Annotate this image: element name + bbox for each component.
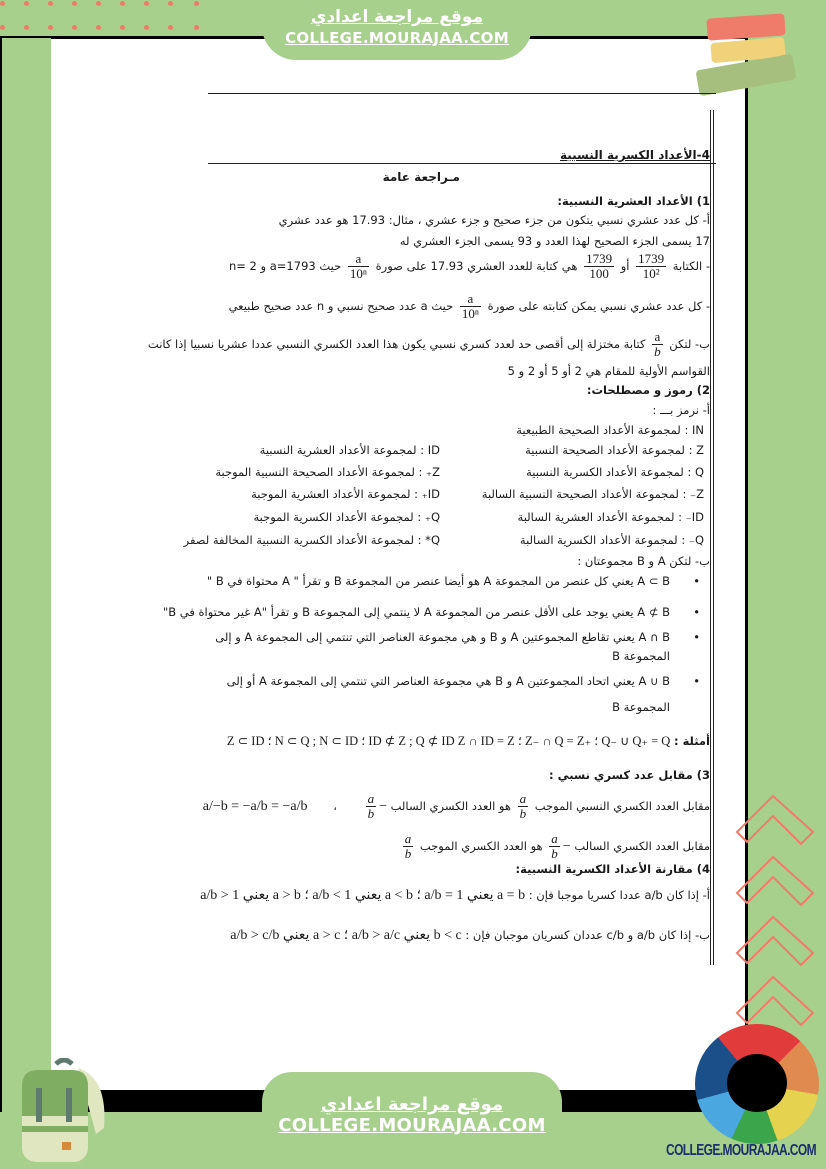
section-3-title: 3) مقابل عدد كسري نسبي : (548, 768, 710, 782)
numerator: 1739 (586, 251, 613, 266)
text: أو (620, 259, 630, 273)
text: أ- إذا كان a/b عددا كسريا موجبا فإن : (528, 888, 710, 902)
vertical-double-rule (710, 110, 711, 965)
chevron-up-icon (733, 853, 817, 913)
opposite-line-1: مقابل العدد الكسري النسبي الموجب $\frac{a}{b}$ هو العدد الكسري السالب − $\frac{a}{b}$ ، a/−b = −a/b = −a/b (202, 791, 710, 821)
site-banner-bottom[interactable] (262, 1072, 562, 1169)
bullet-item: • A ⊂ B يعني كل عنصر من المجموعة A هو أيضا عنصر من المجموعة B و تقرأ " A محتواة في B " (207, 574, 670, 588)
vertical-double-rule-inner (713, 110, 714, 965)
denominator: 10ⁿ (461, 306, 479, 321)
bullet-item: • A ∩ B يعني تقاطع المجموعتين A و B و هي مجموعة العناصر التي تنتمي إلى المجموعة A و إلى (215, 630, 670, 644)
chapter-title: 4-الأعداد الكسرية النسبية (559, 148, 710, 162)
text: - كل عدد عشري نسبي يمكن كتابته على صورة (487, 299, 710, 313)
equation: a/−b = −a/b = −a/b (202, 799, 308, 814)
section-2-title: 2) رموز و مصطلحات: (586, 383, 710, 397)
numerator: a (460, 292, 481, 307)
text: حيث a عدد صحيح نسبي و n عدد صحيح طبيعي (228, 299, 454, 313)
notation-left: Z₊ : لمجموعة الأعداد الصحيحة النسبية الموجبة (215, 465, 440, 479)
subtitle: مـراجعة عامة (382, 170, 460, 184)
opposite-line-2: مقابل العدد الكسري السالب − $\frac{a}{b}$ هو العدد الكسري الموجب $\frac{a}{b}$ (404, 831, 710, 861)
chevron-up-icon (733, 792, 817, 852)
text: هو العدد الكسري الموجب (419, 839, 543, 853)
section-4-title: 4) مقارنة الأعداد الكسرية النسبية: (515, 862, 710, 876)
text: هو العدد الكسري السالب (390, 799, 511, 813)
fraction (636, 252, 666, 281)
denominator: 100 (589, 266, 609, 281)
denominator: b (654, 344, 661, 359)
chevron-up-icon (733, 913, 817, 973)
examples-line (90, 733, 710, 749)
text: مقابل العدد الكسري النسبي الموجب (534, 799, 710, 813)
text: ب- لتكن (669, 337, 710, 351)
fraction: $\frac{a}{b}$ (367, 791, 375, 821)
notation-right: ID₋ : لمجموعة الأعداد العشرية السالبة (517, 510, 704, 524)
examples-label: أمثلة : (673, 734, 710, 748)
text-line-with-fractions (229, 252, 710, 281)
text-line: المجموعة B (612, 700, 670, 714)
top-rule (208, 93, 716, 94)
notation-right: Q₋ : لمجموعة الأعداد الكسرية السالبة (519, 533, 704, 547)
books-icon (693, 12, 803, 94)
text: - الكتابة (672, 259, 710, 273)
numerator: a (348, 252, 369, 267)
comparison-line-b (90, 927, 710, 944)
text-line: 17 يسمى الجزء الصحيح لهذا العدد و 93 يسمى الجزء العشري له (399, 234, 710, 248)
fraction (584, 252, 614, 281)
denominator: 10² (642, 266, 660, 281)
notation-left: ID : لمجموعة الأعداد العشرية النسبية (259, 443, 440, 457)
site-banner-top[interactable] (262, 0, 532, 60)
denominator: 10ⁿ (349, 266, 367, 281)
comparison-line-a (90, 887, 710, 904)
notation-left: Q* : لمجموعة الأعداد الكسرية النسبية المخالفة لصفر (183, 533, 440, 547)
backpack-icon (18, 1058, 113, 1168)
site-name-arabic: موقع مراجعة اعدادي (310, 7, 484, 27)
subjects-wheel-logo (695, 1024, 819, 1144)
fraction: $\frac{a}{b}$ (551, 831, 558, 861)
notation-left: ID₊ : لمجموعة الأعداد العشرية الموجبة (251, 487, 440, 501)
section-1-title: 1) الأعداد العشرية النسبية: (557, 194, 710, 208)
title-rule (208, 163, 716, 164)
text: حيث a=1793 و n= 2 (228, 259, 342, 273)
text-line: القواسم الأولية للمقام هي 2 أو 5 أو 2 و 5 (507, 364, 710, 378)
fraction: $\frac{a}{b}$ (404, 831, 412, 861)
notation-right: Z₋ : لمجموعة الأعداد الصحيحة النسبية السالبة (481, 487, 704, 501)
numerator: a (652, 330, 663, 345)
conditions: a/b > 1 يعني a > b ؛ a/b < 1 يعني a < b ؛ a/b = 1 يعني a = b (200, 888, 526, 903)
bullet-item: • A ∪ B يعني اتحاد المجموعتين A و B هي مجموعة العناصر التي تنتمي إلى المجموعة A أو إلى (227, 674, 670, 688)
text-line: ب- لتكن A و B مجموعتان : (577, 554, 710, 568)
site-url[interactable]: COLLEGE.MOURAJAA.COM (285, 29, 509, 47)
site-name-arabic: موقع مراجعة اعدادي (320, 1094, 504, 1115)
text-line-with-fractions (229, 292, 710, 321)
fraction: $\frac{a}{b}$ (519, 791, 527, 821)
notation-right: Z : لمجموعة الأعداد الصحيحة النسبية (525, 443, 704, 457)
bullet-item: • A ⊄ B يعني يوجد على الأقل عنصر من المجموعة A لا ينتمي إلى المجموعة B و تقرأ "A غير محتواة في B" (163, 605, 670, 619)
notation-right: Q : لمجموعة الأعداد الكسرية النسبية (526, 465, 704, 479)
notation-left: Q₊ : لمجموعة الأعداد الكسرية الموجبة (253, 510, 440, 524)
fraction (460, 292, 481, 321)
text-line-with-fractions (148, 330, 710, 359)
text: مقابل العدد الكسري السالب (574, 839, 710, 853)
left-margin (2, 38, 51, 1161)
fraction (652, 330, 663, 359)
text: كتابة مختزلة إلى أقصى حد لعدد كسري نسبي يكون هذا العدد الكسري النسبي عددا عشريا نسبيا إذا كانت (147, 337, 646, 351)
conditions: a/b > c/b يعني a > c ؛ a/b > a/c يعني b < c (230, 928, 462, 943)
text: هي كتابة للعدد العشري 17.93 على صورة (375, 259, 578, 273)
text-line: أ- نرمز بـــ : (652, 403, 710, 417)
text-line: أ- كل عدد عشري نسبي يتكون من جزء صحيح و جزء عشري ، مثال: 17.93 هو عدد عشري (278, 213, 710, 227)
site-url[interactable]: COLLEGE.MOURAJAA.COM (278, 1115, 546, 1136)
text: ب- إذا كان a/b و c/b عددان كسريان موجبان فإن : (465, 928, 710, 942)
logo-url[interactable]: COLLEGE.MOURAJAA.COM (666, 1140, 817, 1160)
notation-line: IN : لمجموعة الأعداد الصحيحة الطبيعية (516, 423, 704, 437)
numerator: 1739 (638, 251, 665, 266)
examples-math: Z ⊂ ID ؛ N ⊂ Q ; N ⊂ ID ؛ ID ⊄ Z ; Q ⊄ ID Z ∩ ID = Z ؛ Z₋ ∩ Q = Z₊ ؛ Q₋ ∪ Q₊ = Q (226, 734, 671, 748)
text-line: المجموعة B (612, 649, 670, 663)
fraction (348, 252, 369, 281)
